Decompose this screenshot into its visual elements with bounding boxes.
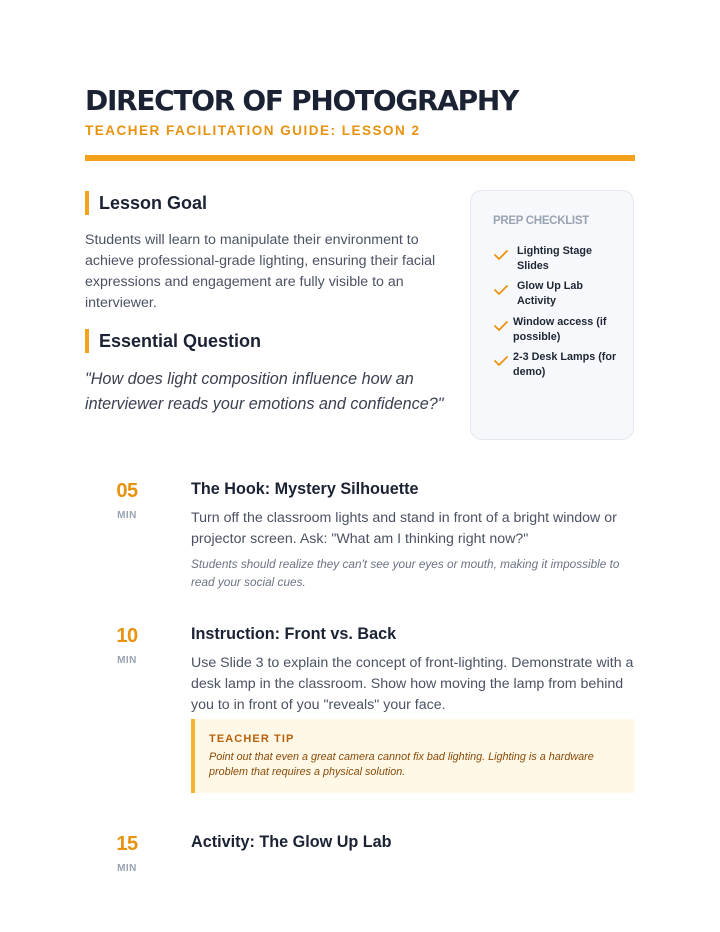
essential-question-heading: Essential Question — [85, 329, 261, 353]
step-body: Use Slide 3 to explain the concept of front-lighting. Demonstrate with a desk lamp in the classroom. Show how moving the lamp from behind you to in front of you "reveals" your face. — [191, 655, 634, 713]
checklist-item-label: Lighting Stage Slides — [517, 245, 592, 272]
prep-checklist-card — [470, 190, 634, 440]
checklist-item-label: 2-3 Desk Lamps (for demo) — [513, 351, 617, 378]
step-unit: MIN — [117, 655, 137, 666]
header-divider — [85, 155, 635, 161]
lesson-goal-heading: Lesson Goal — [85, 191, 207, 215]
step-minutes: 10 — [116, 625, 138, 647]
page-subtitle: TEACHER FACILITATION GUIDE: LESSON 2 — [85, 123, 421, 138]
checkmark-icon — [493, 283, 509, 297]
step-note: Students should realize they can't see your eyes or mouth, making it impossible to read your social cues. — [191, 557, 620, 589]
teacher-tip-callout — [191, 719, 635, 793]
essential-question-text: "How does light composition influence how an interviewer reads your emotions and confidence?" — [85, 370, 444, 413]
teacher-tip-label: TEACHER TIP — [209, 733, 295, 745]
step-title: The Hook: Mystery Silhouette — [191, 480, 419, 498]
step-title: Instruction: Front vs. Back — [191, 625, 397, 643]
step-unit: MIN — [117, 863, 137, 874]
checklist-item-label: Glow Up Lab Activity — [517, 280, 583, 307]
checklist-item-label: Window access (if possible) — [513, 316, 607, 343]
checkmark-icon — [493, 248, 509, 262]
checklist-title: PREP CHECKLIST — [493, 215, 589, 227]
step-unit: MIN — [117, 510, 137, 521]
teacher-tip-text: Point out that even a great camera cannot fix bad lighting. Lighting is a hardware problem that requires a physical solution. — [209, 751, 594, 778]
page-title: DIRECTOR OF PHOTOGRAPHY — [85, 84, 518, 117]
step-title: Activity: The Glow Up Lab — [191, 833, 392, 851]
step-minutes: 15 — [116, 833, 138, 855]
checkmark-icon — [493, 354, 509, 368]
step-body: Turn off the classroom lights and stand in front of a bright window or projector screen. Ask: "What am I thinking right now?" — [191, 510, 617, 547]
step-minutes: 05 — [116, 480, 138, 502]
lesson-goal-text: Students will learn to manipulate their environment to achieve professional-grade lighting, ensuring their facial expressions and engagement are fully visible to an interviewer. — [85, 232, 436, 311]
checkmark-icon — [493, 319, 509, 333]
